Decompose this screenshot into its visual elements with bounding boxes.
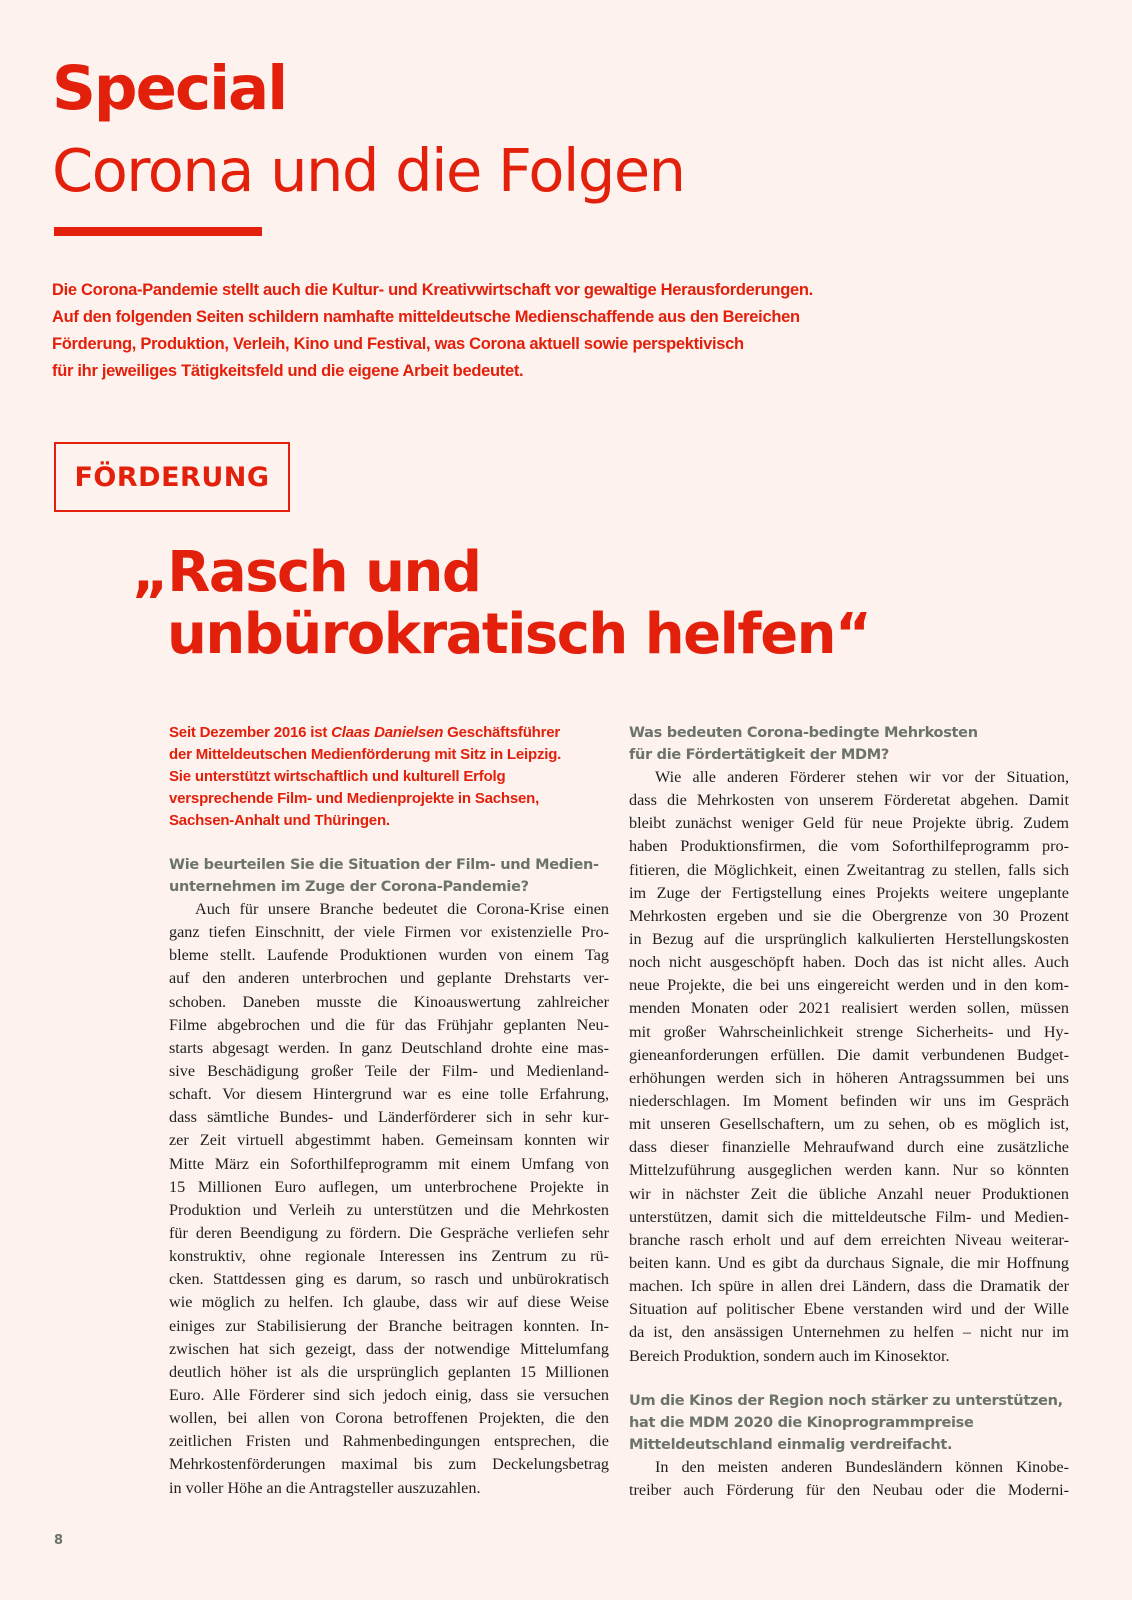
answer-line: bleibt zunächst weniger Geld für neue Projekte übrig. Zudem — [629, 814, 1069, 833]
answer-line: in voller Höhe an die Antragsteller auszuzahlen. — [169, 1478, 481, 1497]
answer-line: zwischen hat sich gezeigt, dass der notwendige Mittelumfang — [169, 1339, 609, 1358]
answer-line: Mitte März ein Soforthilfeprogramm mit einem Umfang von — [169, 1154, 609, 1173]
lead-line — [169, 722, 609, 744]
answer-line: mit unseren Gesellschaftern, um zu sehen, ob es möglich ist, — [629, 1115, 1069, 1134]
question-line: Was bedeuten Corona-bedingte Mehrkosten — [629, 725, 978, 741]
answer-line: einiges zur Stabilisierung der Branche beitragen konnten. In- — [169, 1316, 609, 1335]
intro-paragraph — [52, 277, 832, 385]
section-label-box — [54, 442, 290, 512]
answer-line: da ist, den ansässigen Unternehmen zu helfen – nicht nur im — [629, 1323, 1069, 1342]
answer-line: 15 Millionen Euro auflegen, um unterbrochene Projekte in — [169, 1177, 609, 1196]
answer-line: Mittelzuführung ausgeglichen werden kann. Nur so könnten — [629, 1161, 1069, 1180]
answer-line: Mehrkostenförderungen maximal bis zum Deckelungsbetrag — [169, 1455, 609, 1474]
question-line: für die Fördertätigkeit der MDM? — [629, 747, 890, 763]
question-line: Mitteldeutschland einmalig verdreifacht. — [629, 1436, 953, 1453]
lead-line: Sie unterstützt wirtschaftlich und kulturell Erfolg — [169, 768, 506, 785]
answer-line: neue Projekte, die bei uns eingereicht werden und in den kom- — [629, 976, 1069, 995]
answer-line: wie möglich zu helfen. Ich glaube, dass wir auf diese Weise — [169, 1293, 609, 1312]
answer-line: dass sämtliche Bundes- und Länderförderer sich in sehr kur- — [169, 1108, 609, 1127]
answer-line: branche rasch erholt und auf dem erreichten Niveau weiterar- — [629, 1230, 1069, 1249]
answer-line: mit großer Wahrscheinlichkeit strenge Sicherheits- und Hy- — [629, 1022, 1069, 1041]
lead-text: Seit Dezember 2016 ist — [169, 724, 332, 741]
answer-line: wollen, bei allen von Corona betroffenen Projekten, die den — [169, 1409, 609, 1428]
page-title: Corona und die Folgen — [52, 136, 685, 205]
answer-line: schaft. Vor diesem Hintergrund war es eine tolle Erfahrung, — [169, 1085, 609, 1104]
answer-line: fitieren, die Möglichkeit, einen Zweitantrag zu stellen, falls sich — [629, 860, 1069, 879]
intro-line: Die Corona-Pandemie stellt auch die Kultur- und Kreativwirtschaft vor gewaltige Herausforderungen. — [52, 281, 813, 299]
answer-line: sive Beschädigung großer Teile der Film- und Medienland- — [169, 1061, 609, 1080]
answer-line: cken. Stattdessen ging es darum, so rasch und unbürokratisch — [169, 1270, 609, 1289]
interviewee-name: Claas Danielsen — [331, 724, 444, 741]
answer-line: Auch für unsere Branche bedeutet die Corona-Krise einen — [195, 900, 609, 918]
answer-line: unterstützen, damit sich die mitteldeutsche Film- und Medien- — [629, 1207, 1069, 1226]
answer-line: dass die Mehrkosten von unserem Förderetat abgehen. Damit — [629, 791, 1069, 810]
answer-line: niederschlagen. Im Moment befinden wir uns im Gespräch — [629, 1091, 1069, 1110]
section-label: FÖRDERUNG — [74, 461, 270, 493]
lead-line: der Mitteldeutschen Medienförderung mit Sitz in Leipzig. — [169, 746, 562, 763]
answer-line: haben Produktionsfirmen, die vom Soforthilfeprogramm pro- — [629, 837, 1069, 856]
article-headline — [132, 542, 870, 666]
interview-answer — [629, 1456, 1069, 1502]
answer-line: in Bezug auf die ursprünglich kalkulierten Herstellungskosten — [629, 929, 1069, 948]
answer-line: im Zuge der Fertigstellung eines Projekts weitere ungeplante — [629, 883, 1069, 902]
answer-line: Euro. Alle Förderer sind sich jedoch einig, dass sie versuchen — [169, 1385, 609, 1404]
question-line: hat die MDM 2020 die Kinoprogrammpreise — [629, 1414, 974, 1431]
answer-line: starts abgesagt werden. In ganz Deutschland drohte eine mas- — [169, 1038, 609, 1057]
answer-line: Filme abgebrochen und die für das Frühjahr geplanten Neu- — [169, 1015, 609, 1034]
question-line: Wie beurteilen Sie die Situation der Film- und Medien- — [169, 857, 599, 873]
lead-line: Sachsen-Anhalt und Thüringen. — [169, 812, 390, 829]
headline-line: unbürokratisch helfen“ — [167, 602, 871, 667]
answer-line: wir in nächster Zeit die übliche Anzahl neuer Produktionen — [629, 1184, 1069, 1203]
answer-line: ganz tiefen Einschnitt, der viele Firmen vor existenzielle Pro- — [169, 923, 609, 942]
answer-line: Wie alle anderen Förderer stehen wir vor der Situation, — [655, 768, 1069, 786]
answer-line: beiten kann. Und es gibt da durchaus Signale, die mir Hoffnung — [629, 1253, 1069, 1272]
answer-line: konstruktiv, ohne regionale Interessen ins Zentrum zu rü- — [169, 1247, 609, 1266]
intro-line: Auf den folgenden Seiten schildern namhafte mitteldeutsche Medienschaffende aus den Bereichen — [52, 308, 800, 326]
lead-text: Geschäftsführer — [443, 724, 561, 741]
interview-answer — [169, 898, 609, 1500]
answer-line: bleme stellt. Laufende Produktionen wurden von einem Tag — [169, 946, 609, 965]
answer-line: treiber auch Förderung für den Neubau oder die Moderni- — [629, 1480, 1069, 1499]
answer-line: zeitlichen Fristen und Rahmenbedingungen entsprechen, die — [169, 1432, 609, 1451]
answer-line: menden Monaten oder 2021 realisiert werden sollen, müssen — [629, 999, 1069, 1018]
answer-line: erhöhungen werden sich in höheren Antragssummen bei uns — [629, 1068, 1069, 1087]
article-column-left — [169, 722, 609, 1500]
question-line: unternehmen im Zuge der Corona-Pandemie? — [169, 879, 529, 895]
headline-line: „Rasch und — [132, 540, 481, 605]
intro-line: für ihr jeweiliges Tätigkeitsfeld und die eigene Arbeit bedeutet. — [52, 362, 524, 380]
answer-line: deutlich höher ist als die ursprünglich geplanten 15 Millionen — [169, 1362, 609, 1381]
article-column-right — [629, 722, 1069, 1502]
article-lead — [169, 722, 609, 832]
interview-question — [629, 722, 1069, 766]
page-number: 8 — [54, 1533, 64, 1548]
kicker-special: Special — [52, 53, 287, 124]
interview-question — [169, 854, 609, 898]
interview-answer — [629, 766, 1069, 1368]
answer-line: machen. Ich spüre in allen drei Ländern, dass die Dramatik der — [629, 1277, 1069, 1296]
answer-line: zer Zeit virtuell abgestimmt haben. Gemeinsam konnten wir — [169, 1131, 609, 1150]
answer-line: Situation auf politischer Ebene verstanden wird und der Wille — [629, 1300, 1069, 1319]
answer-line: schoben. Daneben musste die Kinoauswertung zahlreicher — [169, 992, 609, 1011]
answer-line: noch nicht ausgeschöpft haben. Doch das ist nicht alles. Auch — [629, 953, 1069, 972]
answer-line: Produktion und Verleih zu unterstützen und die Mehrkosten — [169, 1200, 609, 1219]
answer-line: Bereich Produktion, sondern auch im Kinosektor. — [629, 1346, 950, 1365]
question-line: Um die Kinos der Region noch stärker zu unterstützen, — [629, 1392, 1063, 1409]
answer-line: Mehrkosten ergeben und sie die Obergrenze von 30 Prozent — [629, 906, 1069, 925]
answer-line: auf den anderen unterbrochen und geplante Drehstarts ver- — [169, 969, 609, 988]
answer-line: dass dieser finanzielle Mehraufwand durch eine zusätzliche — [629, 1138, 1069, 1157]
intro-line: Förderung, Produktion, Verleih, Kino und Festival, was Corona aktuell sowie perspektivisch — [52, 335, 744, 353]
title-underline-rule — [54, 227, 262, 236]
answer-line: gieneanforderungen erfüllen. Die damit verbundenen Budget- — [629, 1045, 1069, 1064]
answer-line: In den meisten anderen Bundesländern können Kinobe- — [655, 1457, 1069, 1476]
interview-question — [629, 1390, 1069, 1456]
answer-line: für deren Beendigung zu fördern. Die Gespräche verliefen sehr — [169, 1223, 609, 1242]
lead-line: versprechende Film- und Medienprojekte in Sachsen, — [169, 790, 540, 807]
